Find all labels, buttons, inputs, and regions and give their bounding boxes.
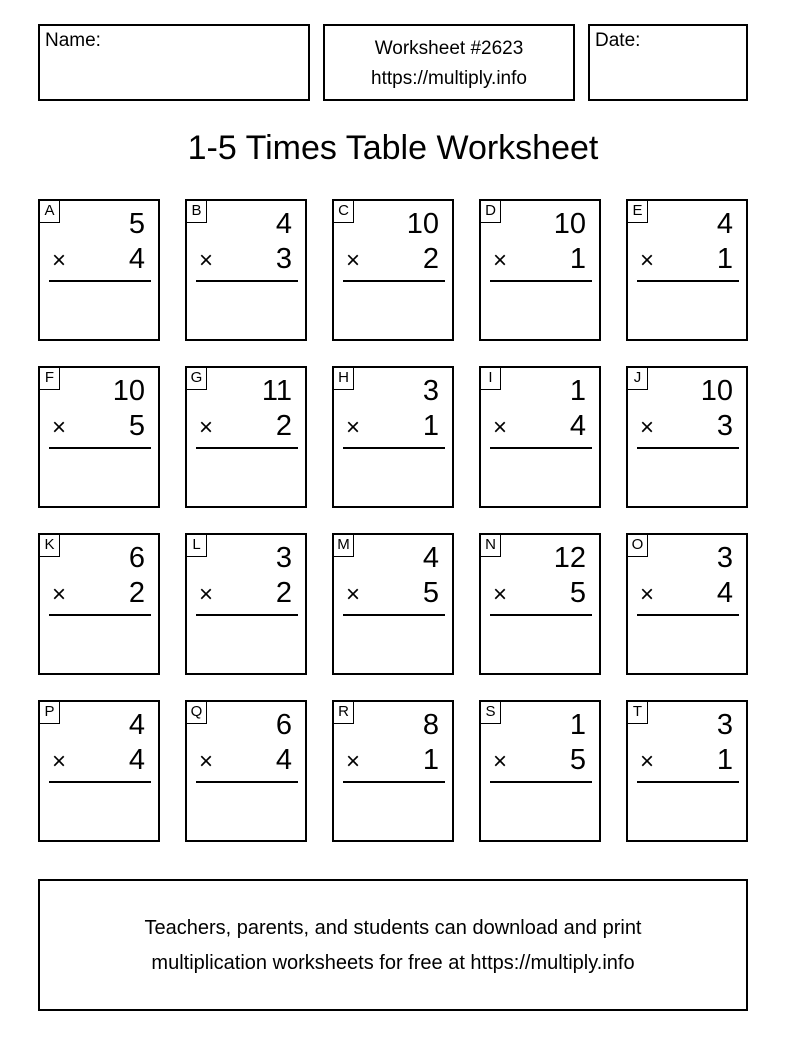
answer-line bbox=[49, 280, 151, 282]
footer-line-1: Teachers, parents, and students can download and print bbox=[144, 917, 642, 939]
multiplicand: 4 bbox=[716, 208, 733, 240]
multiplier: 4 bbox=[716, 577, 733, 609]
problem-cell[interactable] bbox=[626, 533, 748, 675]
multiplicand: 8 bbox=[422, 709, 439, 741]
times-sign: × bbox=[199, 748, 214, 775]
problem-cell[interactable] bbox=[626, 199, 748, 341]
times-sign: × bbox=[640, 748, 655, 775]
multiplicand: 10 bbox=[700, 375, 733, 407]
multiplier: 4 bbox=[569, 410, 586, 442]
problem-letter: H bbox=[334, 368, 354, 390]
multiplicand: 6 bbox=[275, 709, 292, 741]
problem-cell[interactable] bbox=[626, 700, 748, 842]
multiplier: 2 bbox=[422, 243, 439, 275]
problem-letter: I bbox=[481, 368, 501, 390]
times-sign: × bbox=[346, 581, 361, 608]
problem-cell[interactable] bbox=[38, 366, 160, 508]
multiplicand: 1 bbox=[569, 375, 586, 407]
multiplicand: 3 bbox=[716, 709, 733, 741]
worksheet-number: Worksheet #2623 bbox=[374, 38, 524, 59]
problem-cell[interactable] bbox=[332, 366, 454, 508]
multiplier: 4 bbox=[128, 243, 145, 275]
problem-cell[interactable] bbox=[38, 700, 160, 842]
problem-letter: S bbox=[481, 702, 501, 724]
problem-cell[interactable] bbox=[38, 199, 160, 341]
date-field-box[interactable] bbox=[588, 24, 748, 101]
answer-line bbox=[196, 280, 298, 282]
problem-letter: E bbox=[628, 201, 648, 223]
date-label: Date: bbox=[595, 30, 641, 51]
times-sign: × bbox=[346, 748, 361, 775]
problem-cell[interactable] bbox=[185, 700, 307, 842]
problem-letter: N bbox=[481, 535, 501, 557]
website-link[interactable]: https://multiply.info bbox=[371, 68, 527, 89]
problem-cell[interactable] bbox=[626, 366, 748, 508]
multiplicand: 12 bbox=[553, 542, 586, 574]
multiplier: 2 bbox=[128, 577, 145, 609]
problem-letter: J bbox=[628, 368, 648, 390]
multiplicand: 4 bbox=[128, 709, 145, 741]
multiplier: 3 bbox=[275, 243, 292, 275]
multiplicand: 10 bbox=[406, 208, 439, 240]
problem-cell[interactable] bbox=[332, 700, 454, 842]
page-title: 1-5 Times Table Worksheet bbox=[187, 129, 599, 167]
problem-cell[interactable] bbox=[479, 199, 601, 341]
multiplicand: 4 bbox=[422, 542, 439, 574]
times-sign: × bbox=[52, 414, 67, 441]
answer-line bbox=[343, 614, 445, 616]
problem-letter: M bbox=[334, 535, 354, 557]
multiplier: 1 bbox=[716, 744, 733, 776]
answer-line bbox=[343, 280, 445, 282]
problem-grid bbox=[38, 199, 750, 843]
problem-cell[interactable] bbox=[332, 199, 454, 341]
multiplier: 3 bbox=[716, 410, 733, 442]
problem-letter: P bbox=[40, 702, 60, 724]
multiplicand: 3 bbox=[275, 542, 292, 574]
multiplicand: 5 bbox=[128, 208, 145, 240]
problem-letter: B bbox=[187, 201, 207, 223]
worksheet-info-box bbox=[323, 24, 575, 101]
times-sign: × bbox=[640, 247, 655, 274]
name-label: Name: bbox=[45, 30, 101, 51]
multiplier: 5 bbox=[128, 410, 145, 442]
times-sign: × bbox=[493, 247, 508, 274]
times-sign: × bbox=[346, 414, 361, 441]
multiplier: 5 bbox=[422, 577, 439, 609]
multiplier: 2 bbox=[275, 577, 292, 609]
answer-line bbox=[637, 280, 739, 282]
problem-letter: Q bbox=[187, 702, 207, 724]
multiplier: 1 bbox=[422, 744, 439, 776]
problem-letter: F bbox=[40, 368, 60, 390]
times-sign: × bbox=[346, 247, 361, 274]
problem-letter: C bbox=[334, 201, 354, 223]
name-field-box[interactable] bbox=[38, 24, 310, 101]
problem-letter: G bbox=[187, 368, 207, 390]
times-sign: × bbox=[52, 581, 67, 608]
answer-line bbox=[490, 614, 592, 616]
times-sign: × bbox=[52, 247, 67, 274]
problem-cell[interactable] bbox=[479, 533, 601, 675]
answer-line bbox=[637, 614, 739, 616]
multiplier: 5 bbox=[569, 744, 586, 776]
problem-letter: R bbox=[334, 702, 354, 724]
times-sign: × bbox=[640, 414, 655, 441]
problem-letter: L bbox=[187, 535, 207, 557]
answer-line bbox=[490, 447, 592, 449]
multiplicand: 10 bbox=[553, 208, 586, 240]
answer-line bbox=[49, 614, 151, 616]
multiplier: 1 bbox=[569, 243, 586, 275]
times-sign: × bbox=[199, 414, 214, 441]
answer-line bbox=[490, 781, 592, 783]
answer-line bbox=[343, 781, 445, 783]
multiplier: 1 bbox=[422, 410, 439, 442]
times-sign: × bbox=[199, 247, 214, 274]
answer-line bbox=[196, 614, 298, 616]
problem-cell[interactable] bbox=[185, 533, 307, 675]
times-sign: × bbox=[52, 748, 67, 775]
answer-line bbox=[49, 781, 151, 783]
times-sign: × bbox=[493, 581, 508, 608]
multiplicand: 3 bbox=[716, 542, 733, 574]
times-sign: × bbox=[493, 748, 508, 775]
answer-line bbox=[49, 447, 151, 449]
multiplicand: 1 bbox=[569, 709, 586, 741]
multiplicand: 10 bbox=[112, 375, 145, 407]
times-sign: × bbox=[640, 581, 655, 608]
answer-line bbox=[490, 280, 592, 282]
answer-line bbox=[343, 447, 445, 449]
problem-letter: D bbox=[481, 201, 501, 223]
answer-line bbox=[637, 781, 739, 783]
problem-cell[interactable] bbox=[185, 199, 307, 341]
multiplier: 4 bbox=[275, 744, 292, 776]
multiplier: 5 bbox=[569, 577, 586, 609]
problem-cell[interactable] bbox=[185, 366, 307, 508]
multiplicand: 4 bbox=[275, 208, 292, 240]
problem-cell[interactable] bbox=[479, 700, 601, 842]
times-sign: × bbox=[199, 581, 214, 608]
answer-line bbox=[196, 447, 298, 449]
footer-line-2: multiplication worksheets for free at https://multiply.info bbox=[151, 952, 635, 974]
multiplier: 2 bbox=[275, 410, 292, 442]
footer-box bbox=[38, 879, 748, 1011]
times-sign: × bbox=[493, 414, 508, 441]
problem-letter: O bbox=[628, 535, 648, 557]
multiplier: 1 bbox=[716, 243, 733, 275]
problem-cell[interactable] bbox=[38, 533, 160, 675]
answer-line bbox=[196, 781, 298, 783]
problem-letter: A bbox=[40, 201, 60, 223]
problem-cell[interactable] bbox=[332, 533, 454, 675]
multiplicand: 3 bbox=[422, 375, 439, 407]
problem-cell[interactable] bbox=[479, 366, 601, 508]
multiplier: 4 bbox=[128, 744, 145, 776]
answer-line bbox=[637, 447, 739, 449]
problem-letter: K bbox=[40, 535, 60, 557]
multiplicand: 11 bbox=[261, 375, 292, 407]
problem-letter: T bbox=[628, 702, 648, 724]
multiplicand: 6 bbox=[128, 542, 145, 574]
